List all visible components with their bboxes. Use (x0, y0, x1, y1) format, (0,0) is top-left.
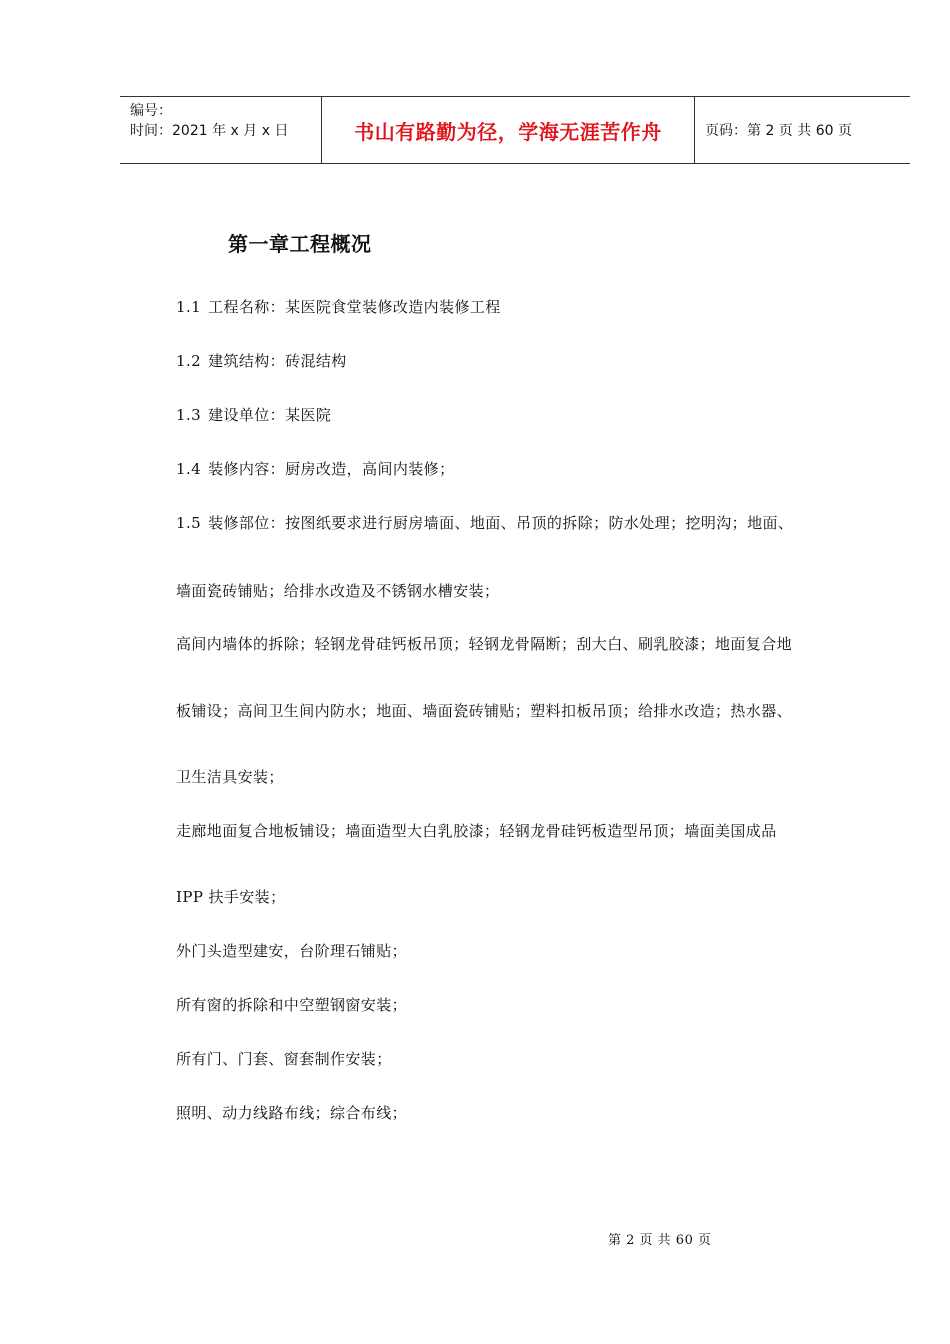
body-line: 高间内墙体的拆除；轻钢龙骨硅钙板吊顶；轻钢龙骨隔断；刮大白、刷乳胶漆；地面复合地 (176, 635, 793, 653)
list-item (176, 350, 347, 372)
list-item (176, 404, 331, 426)
body-line: 所有窗的拆除和中空塑钢窗安装； (176, 996, 408, 1014)
item-text: 装修内容：厨房改造，高间内装修； (208, 460, 455, 478)
header-meta (120, 97, 321, 163)
item-number: 1.3 (176, 406, 202, 424)
item-text: 建设单位：某医院 (208, 406, 332, 424)
list-item (176, 458, 454, 480)
list-item (176, 296, 501, 318)
item-text: 工程名称：某医院食堂装修改造内装修工程 (208, 298, 501, 316)
body-line: 照明、动力线路布线；综合布线； (176, 1104, 408, 1122)
header-page-number: 页码：第 2 页 共 60 页 (705, 123, 852, 139)
page-header (120, 96, 910, 164)
item-number: 1.4 (176, 460, 202, 478)
body-line: 墙面瓷砖铺贴；给排水改造及不锈钢水槽安装； (176, 582, 500, 600)
item-number: 1.1 (176, 298, 202, 316)
body-line: 走廊地面复合地板铺设；墙面造型大白乳胶漆；轻钢龙骨硅钙板造型吊顶；墙面美国成品 (176, 822, 777, 840)
document-time-label: 时间：2021 年 x 月 x 日 (130, 123, 289, 139)
item-number: 1.2 (176, 352, 202, 370)
chapter-title: 第一章工程概况 (228, 232, 372, 256)
body-line: 所有门、门套、窗套制作安装； (176, 1050, 392, 1068)
document-number-label: 编号： (130, 103, 172, 119)
body-line: IPP 扶手安装； (176, 888, 286, 906)
item-text: 装修部位：按图纸要求进行厨房墙面、地面、吊顶的拆除；防水处理；挖明沟；地面、 (208, 514, 794, 532)
body-line: 卫生洁具安装； (176, 768, 284, 786)
body-line: 外门头造型建安，台阶理石铺贴； (176, 942, 408, 960)
list-item (176, 512, 793, 534)
item-number: 1.5 (176, 514, 202, 532)
header-motto: 书山有路勤为径，学海无涯苦作舟 (321, 97, 695, 163)
item-text: 建筑结构：砖混结构 (208, 352, 347, 370)
page-footer: 第 2 页 共 60 页 (608, 1233, 712, 1248)
body-line: 板铺设；高间卫生间内防水；地面、墙面瓷砖铺贴；塑料扣板吊顶；给排水改造；热水器、 (176, 702, 793, 720)
